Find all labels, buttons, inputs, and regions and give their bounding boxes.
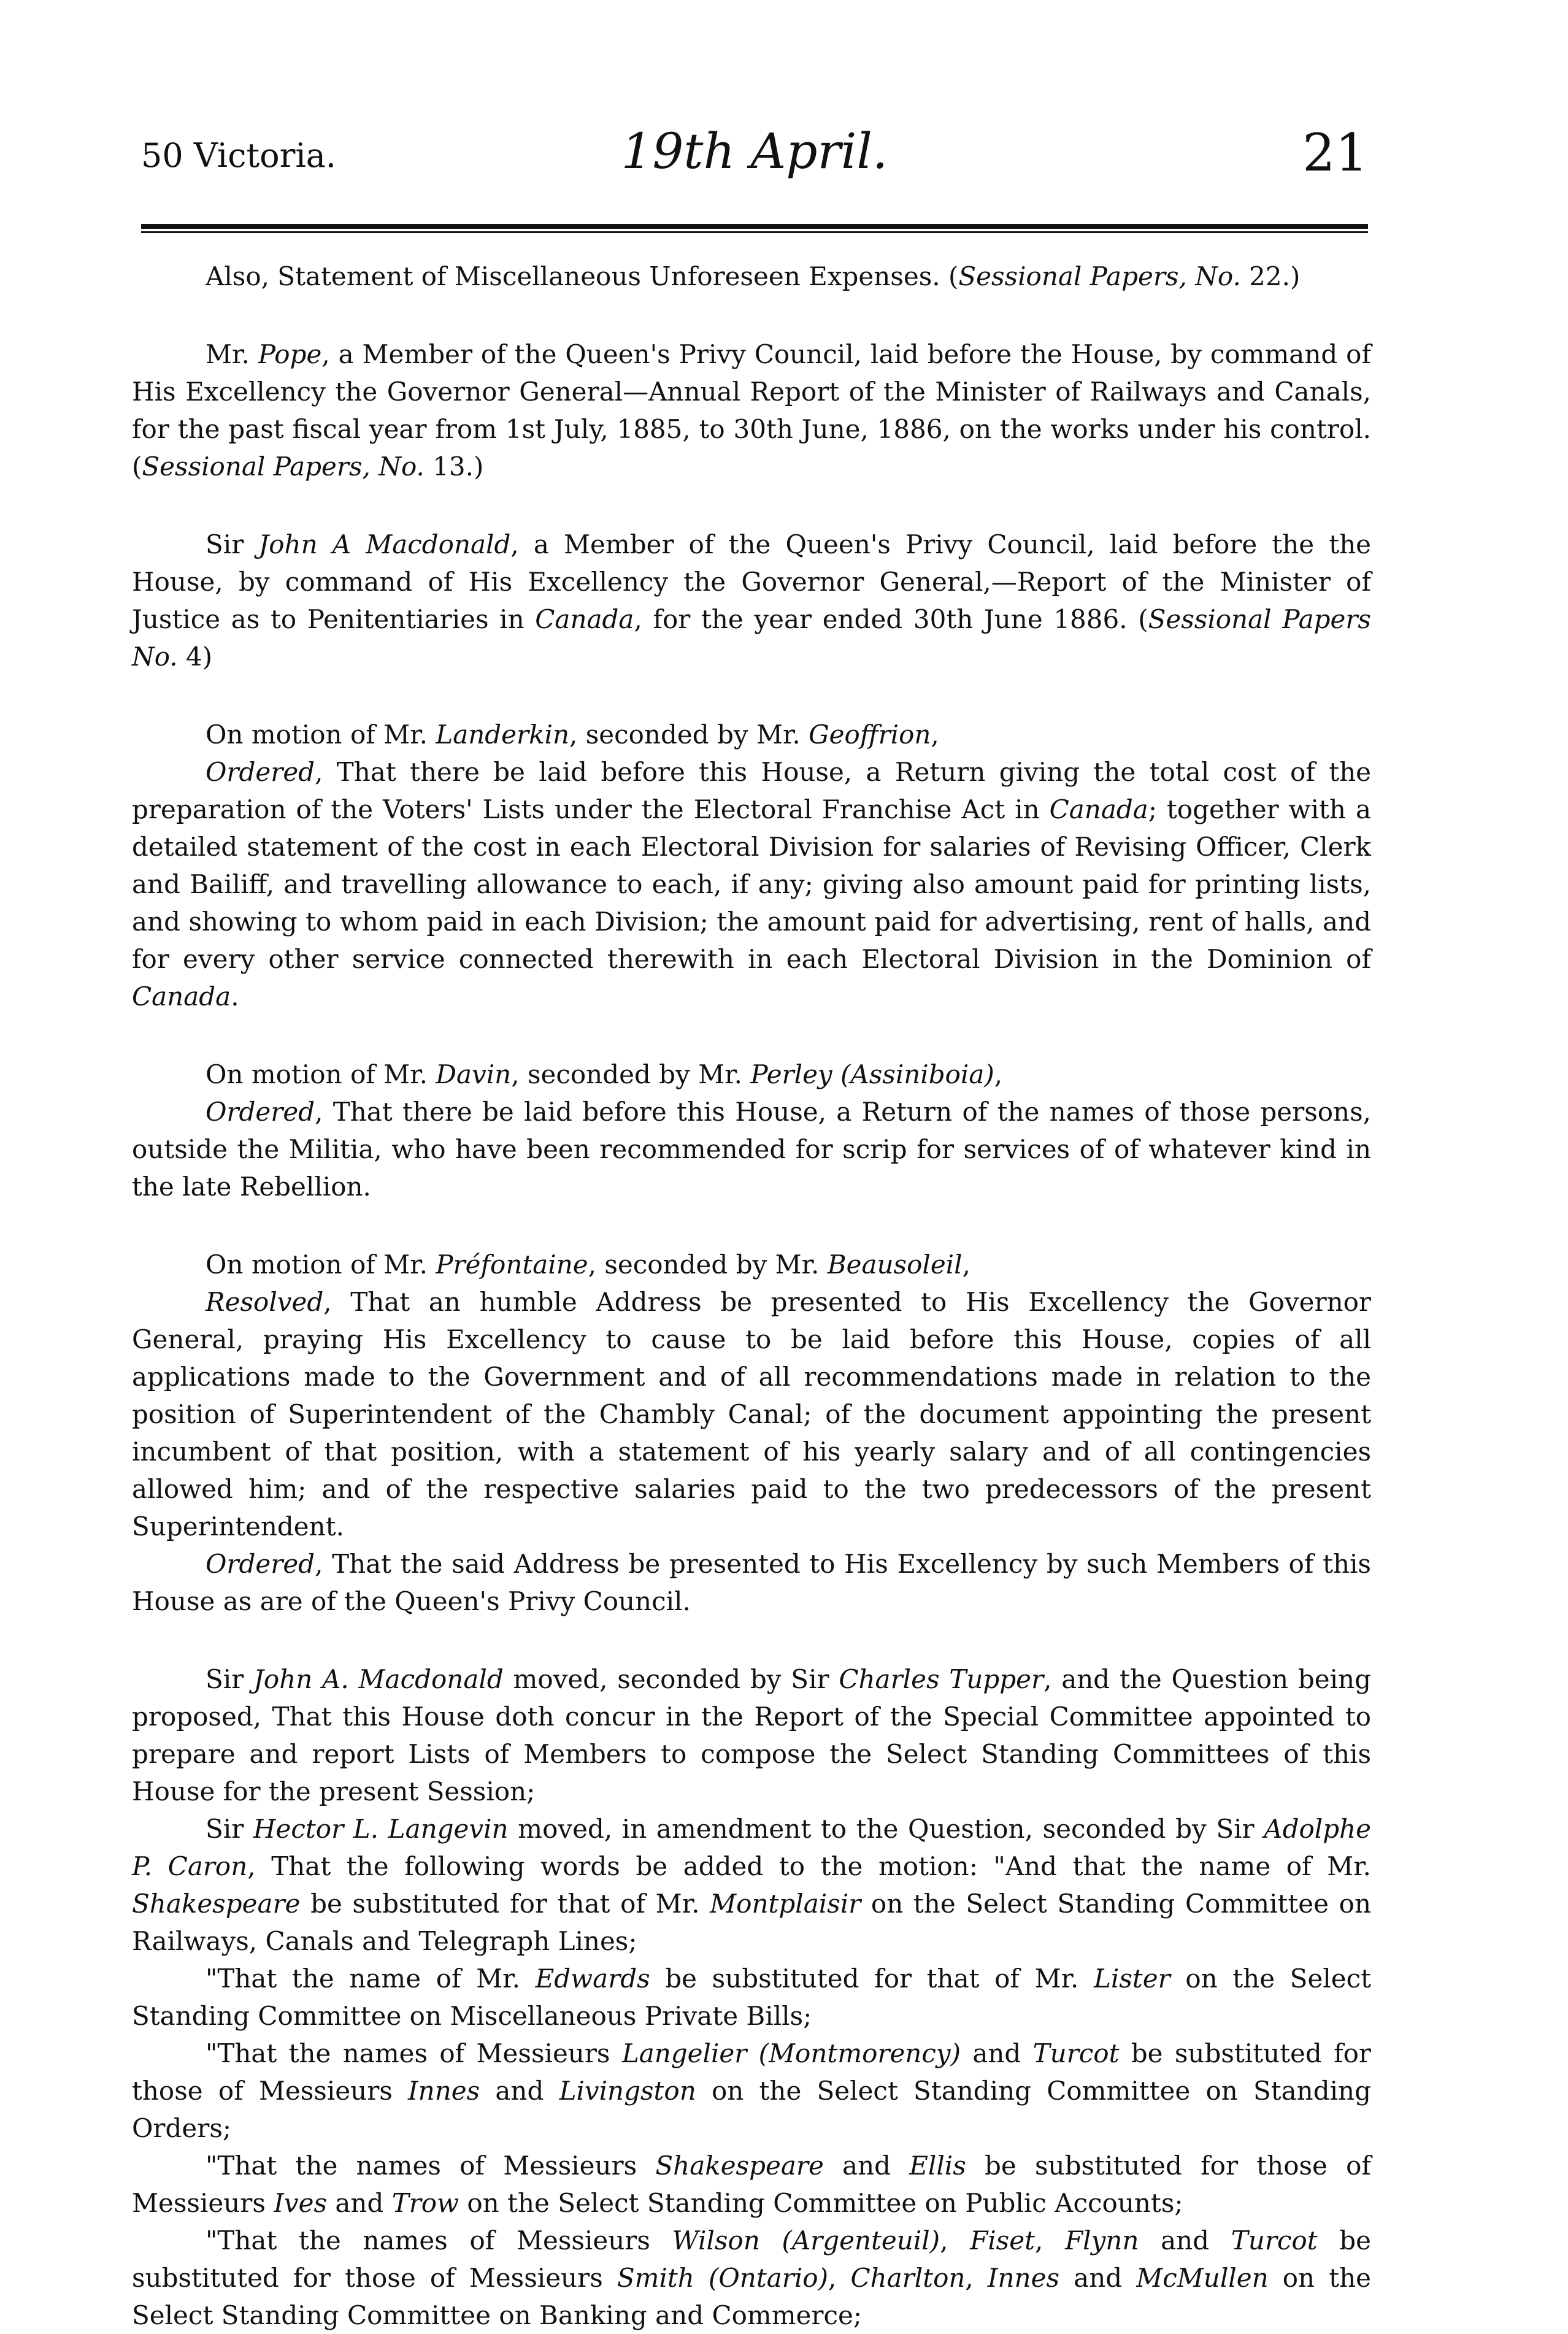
- paragraph-ordered-address: Ordered, That the said Address be presented to His Excellency by such Members of this House as are of the Queen's Privy Council.: [132, 1549, 1371, 1616]
- journal-body: [132, 258, 1371, 2334]
- page-number: 21: [1302, 123, 1368, 183]
- header-rule: [141, 224, 1368, 233]
- running-head-session: 50 Victoria.: [141, 136, 337, 175]
- paragraph-langevin-amendment: Sir Hector L. Langevin moved, in amendment to the Question, seconded by Sir Adolphe P. Caron, That the following words be added to the motion: "And that the name of Mr. Shakespeare be substituted for that of Mr. Montplaisir on the Select Standing Committee on Railways, Canals and Telegraph Lines;: [132, 1814, 1372, 1956]
- paragraph-resolved-address: Resolved, That an humble Address be presented to His Excellency the Governor General, praying His Excellency to cause to be laid before this House, copies of all applications made to the Government and of all recommendations made in relation to the position of Superintendent of the Chambly Canal; of the document appointing the present incumbent of that position, with a statement of his yearly salary and of all contingencies allowed him; and of the respective salaries paid to the two predecessors of the present Superintendent.: [132, 1287, 1371, 1541]
- paragraph-ordered-voters-lists: Ordered, That there be laid before this House, a Return giving the total cost of the preparation of the Voters' Lists under the Electoral Franchise Act in Canada; together with a detailed statement of the cost in each Electoral Division for salaries of Revising Officer, Clerk and Bailiff, and travelling allowance to each, if any; giving also amount paid for printing lists, and showing to whom paid in each Division; the amount paid for advertising, rent of halls, and for every other service connected therewith in each Electoral Division in the Dominion of Canada.: [132, 757, 1371, 1012]
- paragraph-statement-expenses: Also, Statement of Miscellaneous Unforeseen Expenses. (Sessional Papers, No. 22.): [206, 261, 1301, 291]
- paragraph-macdonald-report: Sir John A Macdonald, a Member of the Queen's Privy Council, laid before the the House, by command of His Excellency the Governor General,—Report of the Minister of Justice as to Penitentiaries in Canada, for the year ended 30th June 1886. (Sessional Papers No. 4): [132, 529, 1372, 672]
- paragraph-standing-orders: "That the names of Messieurs Langelier (Montmorency) and Turcot be substituted for those of Messieurs Innes and Livingston on the Select Standing Committee on Standing Orders;: [132, 2038, 1371, 2143]
- running-head-date: 19th April.: [621, 123, 888, 180]
- paragraph-banking-commerce: "That the names of Messieurs Wilson (Argenteuil), Fiset, Flynn and Turcot be substituted for those of Messieurs Smith (Ontario), Charlton, Innes and McMullen on the Select Standing Committee on Banking and Commerce;: [132, 2225, 1372, 2330]
- paragraph-motion-landerkin: On motion of Mr. Landerkin, seconded by Mr. Geoffrion,: [206, 720, 939, 750]
- paragraph-macdonald-motion: Sir John A. Macdonald moved, seconded by Sir Charles Tupper, and the Question being proposed, That this House doth concur in the Report of the Special Committee appointed to prepare and report Lists of Members to compose the Select Standing Committees of this House for the present Session;: [132, 1664, 1371, 1806]
- paragraph-motion-prefontaine: On motion of Mr. Préfontaine, seconded by Mr. Beausoleil,: [206, 1250, 970, 1280]
- paragraph-motion-davin: On motion of Mr. Davin, seconded by Mr. Perley (Assiniboia),: [206, 1059, 1003, 1089]
- paragraph-ordered-scrip: Ordered, That there be laid before this House, a Return of the names of those persons, outside the Militia, who have been recommended for scrip for services of of whatever kind in the late Rebellion.: [132, 1097, 1371, 1202]
- paragraph-pope-report: Mr. Pope, a Member of the Queen's Privy Council, laid before the House, by command of His Excellency the Governor General—Annual Report of the Minister of Railways and Canals, for the past fiscal year from 1st July, 1885, to 30th June, 1886, on the works under his control. (Sessional Papers, No. 13.): [132, 339, 1371, 482]
- paragraph-public-accounts: "That the names of Messieurs Shakespeare and Ellis be substituted for those of Messieurs Ives and Trow on the Select Standing Committee on Public Accounts;: [132, 2151, 1371, 2218]
- page-header: [141, 123, 1368, 190]
- paragraph-private-bills: "That the name of Mr. Edwards be substituted for that of Mr. Lister on the Select Standing Committee on Miscellaneous Private Bills;: [132, 1964, 1371, 2031]
